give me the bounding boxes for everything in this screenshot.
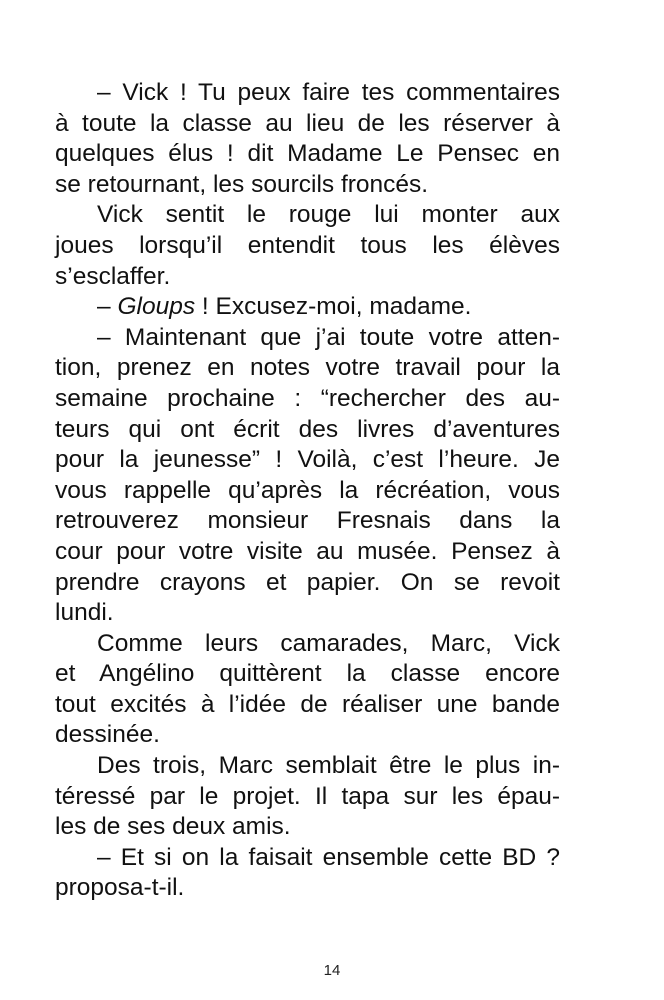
text-line: prendre crayons et papier. On se revoit: [55, 568, 560, 596]
dash: –: [97, 293, 118, 321]
text-line: à toute la classe au lieu de les réserver à: [55, 109, 560, 137]
text-line: semaine prochaine : “rechercher des au-: [55, 384, 560, 412]
text-line: pour la jeunesse” ! Voilà, c’est l’heure. Je: [55, 446, 560, 474]
text-line: retrouverez monsieur Fresnais dans la: [55, 507, 560, 535]
page-number: 14: [323, 962, 341, 979]
text-line: cour pour votre visite au musée. Pensez à: [55, 537, 560, 565]
text-line: quelques élus ! dit Madame Le Pensec en: [55, 140, 560, 168]
emphasis-text: Gloups: [117, 293, 196, 321]
line-rest: ! Excusez-moi, madame.: [195, 293, 472, 321]
text-line: teurs qui ont écrit des livres d’aventures: [55, 415, 560, 443]
text-line: Des trois, Marc semblait être le plus in-: [97, 752, 560, 780]
text-line: les de ses deux amis.: [55, 813, 291, 841]
text-line: tout excités à l’idée de réaliser une bande: [55, 690, 560, 718]
text-line: et Angélino quittèrent la classe encore: [55, 660, 560, 688]
text-line: – Vick ! Tu peux faire tes commentaires: [97, 79, 560, 106]
text-line: se retournant, les sourcils froncés.: [55, 170, 429, 198]
text-line: – Maintenant que j’ai toute votre atten-: [97, 323, 560, 351]
text-line: téressé par le projet. Il tapa sur les épau-: [55, 782, 560, 810]
text-line: lundi.: [55, 599, 114, 627]
text-line: proposa-t-il.: [55, 874, 185, 902]
text-line: vous rappelle qu’après la récréation, vous: [55, 476, 560, 504]
text-line: tion, prenez en notes votre travail pour la: [55, 354, 560, 382]
text-line: – Et si on la faisait ensemble cette BD ?: [97, 843, 560, 871]
text-line: [55, 292, 560, 323]
text-line: dessinée.: [55, 721, 160, 749]
text-line: s’esclaffer.: [55, 262, 171, 290]
text-line: Comme leurs camarades, Marc, Vick: [97, 629, 560, 657]
body-text: [55, 78, 560, 904]
text-line: Vick sentit le rouge lui monter aux: [97, 201, 560, 229]
text-line: joues lorsqu’il entendit tous les élèves: [55, 231, 560, 259]
